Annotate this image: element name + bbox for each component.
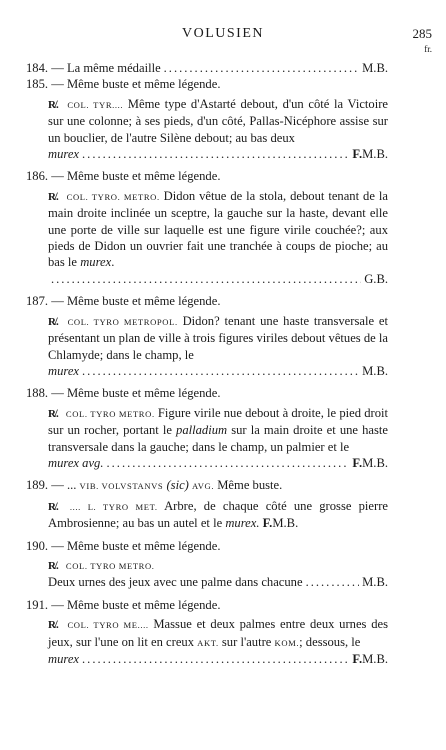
reverse-mark: R̸. — [48, 98, 59, 111]
reverse-text: Deux urnes des jeux avec une palme dans chacune — [48, 575, 303, 590]
entry-head — [26, 385, 388, 401]
reverse-mark: R̸. — [48, 559, 59, 572]
entry-head — [26, 60, 388, 76]
collection-mark: M.B. — [362, 575, 388, 590]
collection-mark: M.B. — [272, 516, 299, 531]
reverse-tail — [48, 574, 388, 590]
running-header-title: VOLUSIEN — [182, 26, 264, 41]
rarity-mark: F. — [262, 516, 273, 531]
dot-leader — [107, 455, 350, 471]
entry-head-prefix: — ... — [51, 478, 77, 493]
reverse-description — [48, 498, 388, 532]
rarity-mark: F. — [352, 652, 363, 666]
dot-leader — [51, 271, 361, 287]
reverse-text: Figure virile nue debout à droite, le pied droit sur un rocher, portant le — [48, 405, 388, 438]
coin-legend: KOM. — [274, 637, 300, 648]
reverse-mark: R̸. — [48, 619, 59, 632]
italic-term: murex avg. — [48, 455, 104, 470]
coin-legend: COL. TYRO METRO. — [65, 560, 155, 571]
italic-term: palladium — [176, 423, 228, 438]
reverse-text: Massue et deux palmes entre deux urnes des jeux, sur l'une on lit en creux — [48, 617, 388, 649]
reverse-mark: R̸. — [48, 315, 59, 328]
collection-mark: M.B. — [362, 652, 388, 666]
coin-legend: AVG. — [192, 481, 215, 492]
entry-185 — [26, 76, 388, 162]
italic-term: murex — [48, 652, 80, 666]
reverse-description — [48, 557, 388, 591]
entry-187 — [26, 293, 388, 379]
entry-191 — [26, 597, 388, 668]
collection-mark: M.B. — [362, 363, 388, 378]
coin-legend: .... L. TYRO MET. — [69, 501, 158, 512]
entry-186 — [26, 168, 388, 287]
entry-number: 188. — [26, 386, 49, 401]
reverse-description — [48, 313, 388, 380]
entry-number: 189. — [26, 478, 49, 493]
coin-legend: COL. TYRO. METRO. — [66, 191, 160, 202]
collection-mark: M.B. — [362, 455, 388, 470]
dot-leader — [82, 651, 349, 667]
reverse-mark: R̸. — [48, 190, 59, 203]
entry-190 — [26, 538, 388, 591]
entry-number: 187. — [26, 294, 49, 309]
reverse-text: sur la main droite et une haste transversale dans la gauche; dans le champ, un palmier et le — [48, 423, 388, 454]
entry-head — [26, 477, 388, 494]
coin-legend: COL. TYRO ME.... — [67, 620, 149, 631]
entry-number: 186. — [26, 169, 49, 184]
italic-term: murex — [48, 147, 80, 162]
entry-184 — [26, 60, 388, 76]
reverse-mark: R̸. — [48, 500, 59, 513]
entry-head-text: — Même buste et même légende. — [51, 294, 221, 309]
catalogue-entries — [26, 60, 388, 673]
reverse-description: R̸. COL. TYRO. METRO. Didon vêtue de la stola, debout tenant de la main droite inclinée un sceptre, la gauche sur la haste, devant elle une porte de ville sur laquelle est une figure virile couchée?; aux pieds de Didon un ouvrier fait une tranchée à coups de pioche; au bas le murex. ..... G.B. — [48, 188, 388, 287]
coin-legend: VIB. VOLVSTANVS — [79, 481, 164, 492]
entry-head-text: Même buste. — [217, 478, 283, 493]
entry-number: 185. — [26, 77, 49, 92]
dot-leader — [306, 574, 360, 590]
entry-number: 191. — [26, 597, 49, 612]
entry-head — [26, 597, 388, 613]
entry-head — [26, 293, 388, 309]
reverse-text: Arbre, de chaque côté une grosse pierre Ambrosienne; au bas un autel et le — [48, 498, 388, 531]
italic-term: murex — [48, 363, 80, 378]
reverse-tail — [48, 363, 388, 379]
entry-head — [26, 76, 388, 92]
coin-legend: AKT. — [197, 637, 219, 648]
entry-head-text: — Même buste et même légende. — [51, 538, 221, 553]
rarity-mark: F. — [352, 455, 363, 470]
italic-term: murex — [80, 255, 112, 270]
reverse-tail — [48, 455, 388, 471]
entry-188 — [26, 385, 388, 471]
entry-head-text: — Même buste et même légende. — [51, 77, 221, 92]
entry-head — [26, 538, 388, 554]
collection-mark: G.B. — [364, 271, 388, 286]
entry-head-text: — La même médaille — [51, 61, 161, 75]
coin-legend: COL. TYRO METROPOL. — [67, 316, 178, 327]
rarity-mark: F. — [352, 147, 363, 162]
sic-note: (sic) — [166, 478, 189, 493]
reverse-tail — [48, 651, 388, 667]
collection-mark: M.B. — [362, 61, 388, 75]
reverse-description — [48, 405, 388, 472]
coin-legend: COL. TYRO METRO. — [65, 408, 155, 419]
reverse-text: Didon vêtue de la stola, debout tenant de la main droite inclinée un sceptre, la gauche sur la haste, devant elle une porte de ville sur laquelle est une figure virile couchée?; aux pieds de Didon un ouvrier fait une tranchée à coups de pioche; au bas le — [48, 188, 388, 270]
reverse-description — [48, 96, 388, 163]
reverse-text: ; dessous, le — [299, 634, 361, 649]
dot-leader — [82, 363, 359, 379]
reverse-tail — [48, 271, 388, 287]
entry-number: 184. — [26, 61, 49, 75]
page-number: 285 — [412, 26, 432, 41]
reverse-description — [48, 616, 388, 667]
reverse-tail — [48, 146, 388, 162]
entry-189 — [26, 477, 388, 531]
collection-mark: M.B. — [362, 147, 388, 162]
entry-head-text: — Même buste et même légende. — [51, 597, 221, 612]
dot-leader — [164, 60, 359, 76]
denomination-column-label: fr. — [424, 44, 432, 54]
reverse-text: sur l'autre — [221, 634, 272, 649]
entry-head-text: — Même buste et même légende. — [51, 169, 221, 184]
reverse-text: Didon? tenant une haste transversale et présentant un plan de ville à trois figures viriles debout vêtues de la Chlamyde; dans le champ, le — [48, 313, 388, 362]
italic-term: murex. — [225, 516, 260, 531]
dot-leader — [82, 146, 349, 162]
entry-number: 190. — [26, 538, 49, 553]
reverse-mark: R̸. — [48, 407, 59, 420]
reverse-text: Même type d'Astarté debout, d'un côté la Victoire sur une colonne; à ses pieds, d'un côté, Pallas-Nicéphore assise sur un bouclier, de l'autre Silène debout; au bas deux — [48, 96, 388, 145]
coin-legend: COL. TYR.... — [67, 99, 124, 110]
entry-head-text: — Même buste et même légende. — [51, 386, 221, 401]
entry-head — [26, 168, 388, 184]
